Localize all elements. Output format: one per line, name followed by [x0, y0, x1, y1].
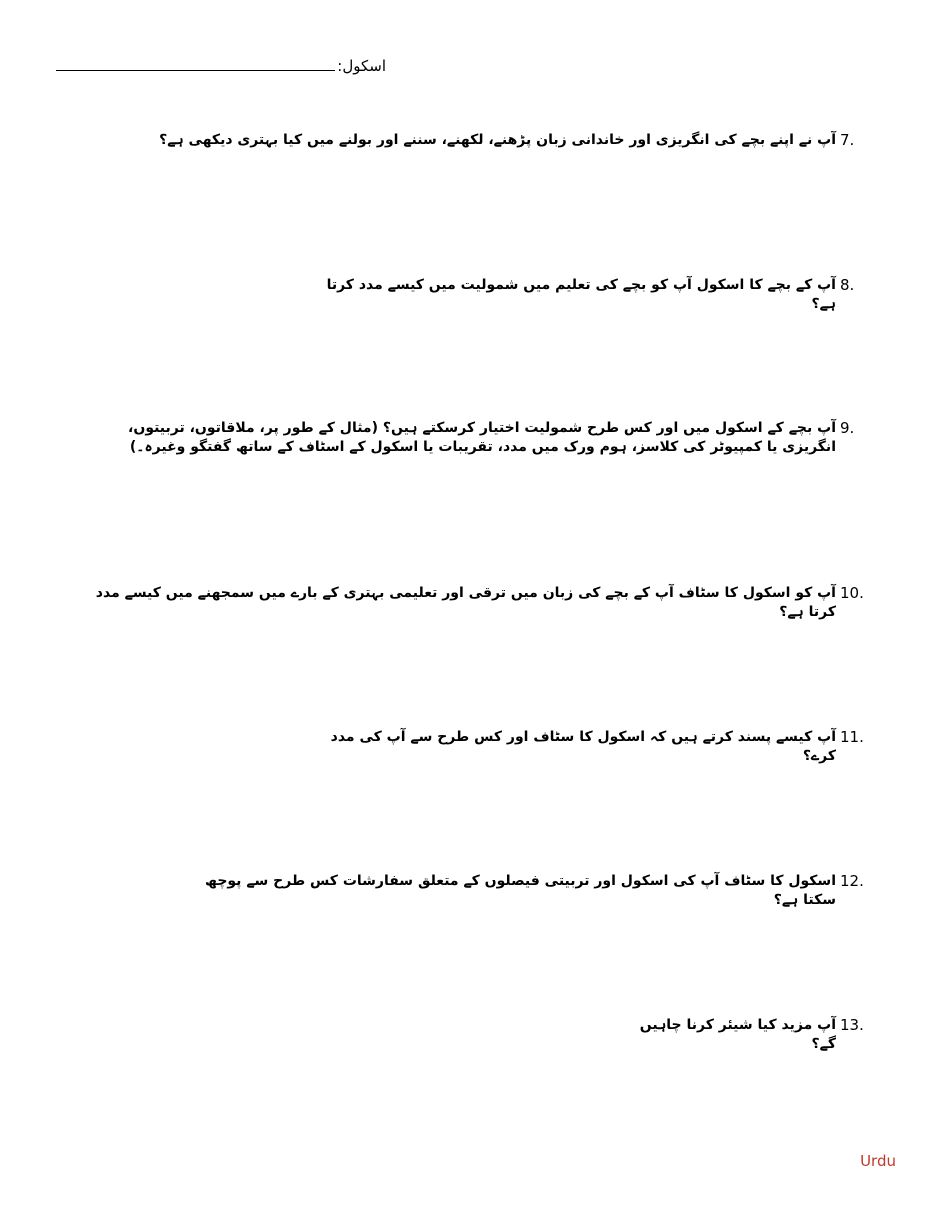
question-text: آپ کے بچے کا اسکول آپ کو بچے کی تعلیم میں شمولیت میں کیسے مدد کرتا ہے؟ [326, 277, 836, 312]
question-8 [308, 276, 868, 314]
school-field [56, 56, 386, 80]
question-number: 7. [840, 131, 855, 149]
question-text: آپ بچے کے اسکول میں اور کس طرح شمولیت اختیار کرسکتے ہیں؟ (مثال کے طور پر، ملاقاتوں، تربیتوں، انگریزی یا کمپیوٹر کی کلاسز، ہوم ورک میں مدد، تقریبات یا اسکول کے اسٹاف کے ساتھ گفتگو وغیرہ۔) [128, 420, 836, 455]
question-text: اسکول کا سٹاف آپ کی اسکول اور تربیتی فیصلوں کے متعلق سفارشات کس طرح سے پوچھ سکتا ہے؟ [205, 873, 836, 908]
question-number: 9. [840, 419, 855, 437]
language-label: Urdu [860, 1152, 896, 1170]
question-11 [328, 728, 868, 766]
question-text: آپ مزید کیا شیئر کرنا چاہیں گے؟ [639, 1017, 836, 1052]
question-number: 13. [840, 1016, 864, 1034]
question-number: 10. [840, 584, 864, 602]
question-9 [93, 419, 868, 457]
question-12 [198, 872, 868, 910]
question-text: آپ کو اسکول کا سٹاف آپ کے بچے کی زبان میں ترقی اور تعلیمی بہتری کے بارے میں سمجھنے میں کیسے مدد کرتا ہے؟ [95, 585, 836, 620]
question-text: آپ کیسے پسند کرتے ہیں کہ اسکول کا سٹاف اور کس طرح سے آپ کی مدد کرے؟ [330, 729, 836, 764]
school-blank-line[interactable] [56, 56, 335, 71]
question-number: 11. [840, 728, 864, 746]
question-7 [148, 131, 868, 150]
question-13 [628, 1016, 868, 1054]
question-10 [78, 584, 868, 622]
school-label: اسکول: [337, 57, 386, 75]
question-text: آپ نے اپنے بچے کی انگریزی اور خاندانی زبان پڑھنے، لکھنے، سننے اور بولنے میں کیا بہتری دیکھی ہے؟ [159, 132, 836, 148]
question-number: 12. [840, 872, 864, 890]
question-number: 8. [840, 276, 855, 294]
